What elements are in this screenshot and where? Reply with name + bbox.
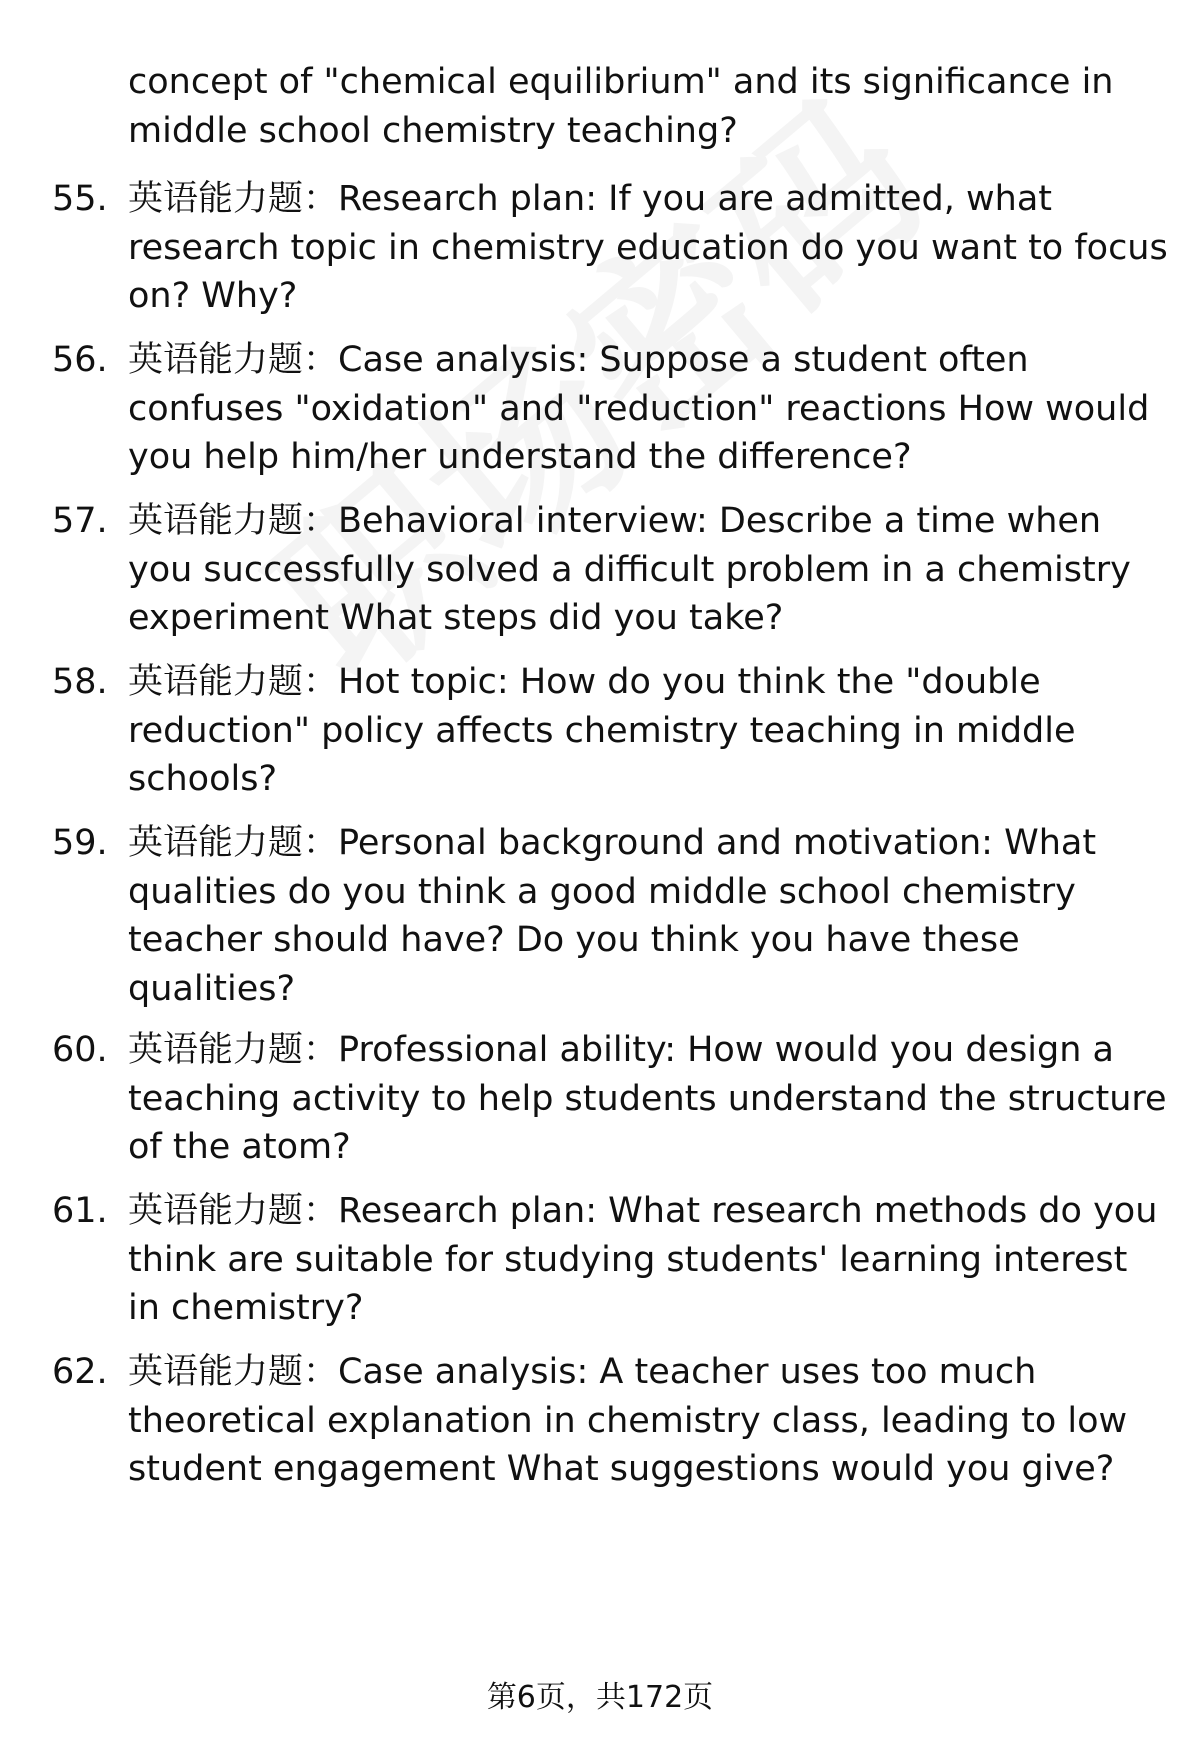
question-number: 61. [52, 1191, 108, 1231]
question-number: 60. [52, 1030, 108, 1070]
continuation-text: concept of "chemical equilibrium" and its significance in middle school chemistry teaching? [128, 62, 1114, 151]
question-number: 62. [52, 1352, 108, 1392]
question-text: 英语能力题：Case analysis: Suppose a student often confuses "oxidation" and "reduction" reactions How would you help him/her understand the difference? [128, 340, 1150, 477]
question-number: 58. [52, 662, 108, 702]
question-text: 英语能力题：Hot topic: How do you think the "double reduction" policy affects chemistry teaching in middle schools? [128, 662, 1076, 799]
question-text: 英语能力题：Personal background and motivation: What qualities do you think a good middle school chemistry teacher should have? Do you think you have these qualities? [128, 823, 1097, 1009]
question-text: 英语能力题：Case analysis: A teacher uses too much theoretical explanation in chemistry class, leading to low student engagement What suggestions would you give? [128, 1352, 1128, 1489]
question-number: 59. [52, 823, 108, 863]
question-text: 英语能力题：Behavioral interview: Describe a time when you successfully solved a difficult problem in a chemistry experiment What steps did you take? [128, 501, 1131, 638]
question-number: 57. [52, 501, 108, 541]
page-footer: 第6页，共172页 [486, 1680, 714, 1715]
question-text: 英语能力题：Research plan: If you are admitted, what research topic in chemistry education do you want to focus on? Why? [128, 179, 1168, 316]
question-number: 56. [52, 340, 108, 380]
question-text: 英语能力题：Research plan: What research methods do you think are suitable for studying students' learning interest in chemistry? [128, 1191, 1158, 1328]
question-text: 英语能力题：Professional ability: How would you design a teaching activity to help students understand the structure of the atom? [128, 1030, 1167, 1167]
question-number: 55. [52, 179, 108, 219]
